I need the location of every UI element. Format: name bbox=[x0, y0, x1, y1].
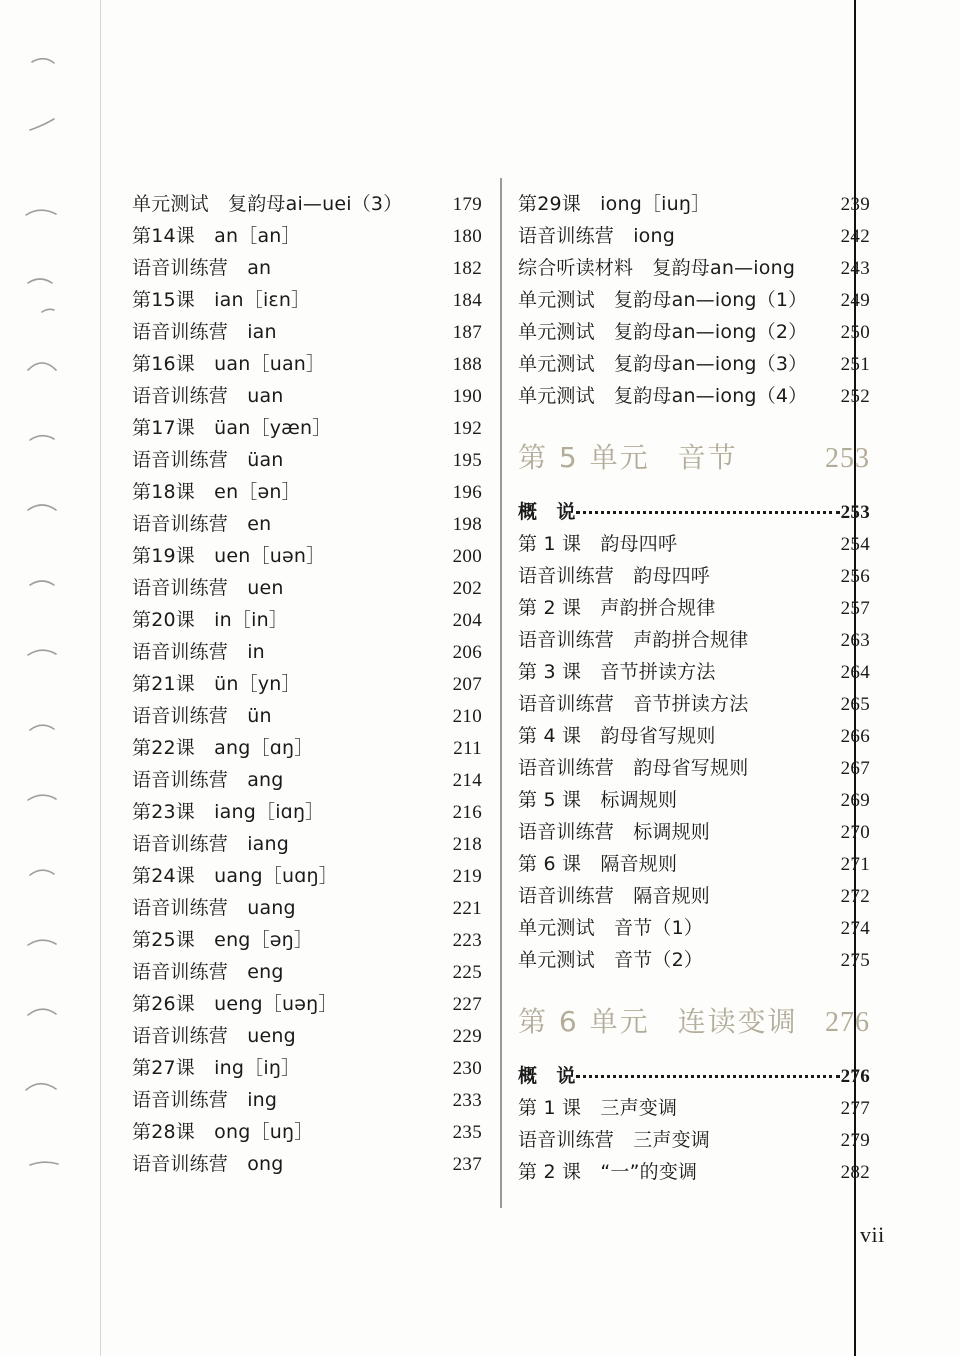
toc-entry-page: 270 bbox=[840, 822, 870, 843]
toc-entry-page: 263 bbox=[840, 630, 870, 651]
toc-entry-page: 196 bbox=[452, 482, 482, 503]
toc-entry-title: 第 1 课 三声变调 bbox=[518, 1097, 678, 1119]
toc-entry[interactable] bbox=[132, 828, 482, 860]
toc-entry[interactable] bbox=[518, 592, 870, 624]
toc-entry[interactable] bbox=[518, 560, 870, 592]
unit-top-spacer bbox=[518, 976, 870, 994]
toc-entry-title: 语音训练营 标调规则 bbox=[518, 821, 711, 843]
toc-entry-title: 语音训练营 ing bbox=[132, 1089, 278, 1111]
toc-entry[interactable] bbox=[518, 188, 870, 220]
toc-entry-page: 214 bbox=[452, 770, 482, 791]
toc-entry-title: 第23课 iang［iɑŋ］ bbox=[132, 801, 325, 823]
toc-entry-title: 单元测试 音节（2） bbox=[518, 949, 704, 971]
toc-entry[interactable] bbox=[518, 1092, 870, 1124]
toc-entry-title: 概 说 bbox=[518, 1065, 576, 1087]
toc-entry-page: 210 bbox=[452, 706, 482, 727]
toc-entry-page: 237 bbox=[452, 1154, 482, 1175]
toc-entry-page: 257 bbox=[840, 598, 870, 619]
toc-entry[interactable] bbox=[132, 316, 482, 348]
toc-entry-page: 269 bbox=[840, 790, 870, 811]
toc-entry[interactable] bbox=[132, 572, 482, 604]
toc-entry-title: 语音训练营 隔音规则 bbox=[518, 885, 711, 907]
toc-entry-title: 语音训练营 eng bbox=[132, 961, 284, 983]
toc-entry-title: 第16课 uan［uan］ bbox=[132, 353, 326, 375]
toc-entry-title: 单元测试 复韵母an—iong（1） bbox=[518, 289, 808, 311]
unit-heading-name: 第 5 单元 bbox=[518, 441, 650, 474]
scan-artifact-marks bbox=[14, 40, 100, 1220]
toc-entry[interactable] bbox=[518, 784, 870, 816]
toc-entry[interactable] bbox=[132, 1084, 482, 1116]
toc-entry-page: 184 bbox=[452, 290, 482, 311]
toc-entry[interactable] bbox=[132, 668, 482, 700]
toc-entry-page: 225 bbox=[452, 962, 482, 983]
column-divider-rule bbox=[500, 178, 502, 1208]
toc-entry-page: 249 bbox=[840, 290, 870, 311]
toc-entry-page: 253 bbox=[840, 502, 870, 523]
toc-entry-page: 267 bbox=[840, 758, 870, 779]
toc-entry[interactable] bbox=[132, 1116, 482, 1148]
toc-entry-title: 单元测试 复韵母an—iong（3） bbox=[518, 353, 808, 375]
toc-entry-page: 219 bbox=[452, 866, 482, 887]
toc-entry-page: 275 bbox=[840, 950, 870, 971]
toc-entry-page: 187 bbox=[452, 322, 482, 343]
toc-entry[interactable] bbox=[132, 444, 482, 476]
toc-entry[interactable] bbox=[518, 752, 870, 784]
toc-entry[interactable] bbox=[132, 636, 482, 668]
toc-entry-page: 204 bbox=[452, 610, 482, 631]
toc-entry[interactable] bbox=[132, 1052, 482, 1084]
toc-entry[interactable] bbox=[132, 540, 482, 572]
toc-entry[interactable] bbox=[518, 848, 870, 880]
toc-entry-title: 语音训练营 en bbox=[132, 513, 272, 535]
toc-entry-page: 229 bbox=[452, 1026, 482, 1047]
toc-entry-page: 282 bbox=[840, 1162, 870, 1183]
toc-entry-page: 180 bbox=[452, 226, 482, 247]
unit-heading[interactable] bbox=[518, 994, 870, 1050]
toc-entry[interactable] bbox=[132, 508, 482, 540]
toc-entry-title: 第27课 ing［iŋ］ bbox=[132, 1057, 301, 1079]
toc-entry[interactable] bbox=[132, 1148, 482, 1180]
toc-entry-page: 279 bbox=[840, 1130, 870, 1151]
toc-entry-title: 第 2 课 声韵拼合规律 bbox=[518, 597, 716, 619]
toc-entry-title: 语音训练营 iong bbox=[518, 225, 676, 247]
toc-entry-page: 218 bbox=[452, 834, 482, 855]
toc-entry-title: 单元测试 复韵母an—iong（2） bbox=[518, 321, 808, 343]
toc-entry[interactable] bbox=[518, 1156, 870, 1188]
toc-entry[interactable] bbox=[132, 892, 482, 924]
toc-entry-title: 语音训练营 ün bbox=[132, 705, 272, 727]
toc-entry[interactable] bbox=[132, 860, 482, 892]
toc-entry[interactable] bbox=[132, 380, 482, 412]
toc-entry-page: 216 bbox=[452, 802, 482, 823]
toc-entry[interactable] bbox=[132, 700, 482, 732]
toc-entry-page: 271 bbox=[840, 854, 870, 875]
toc-entry[interactable] bbox=[518, 1060, 870, 1092]
toc-entry-title: 语音训练营 in bbox=[132, 641, 265, 663]
toc-entry-page: 277 bbox=[840, 1098, 870, 1119]
toc-entry-page: 221 bbox=[452, 898, 482, 919]
toc-entry[interactable] bbox=[518, 528, 870, 560]
toc-entry[interactable] bbox=[132, 1020, 482, 1052]
toc-entry-title: 单元测试 复韵母an—iong（4） bbox=[518, 385, 808, 407]
toc-entry-page: 211 bbox=[453, 738, 482, 759]
toc-entry-page: 192 bbox=[452, 418, 482, 439]
toc-entry[interactable] bbox=[518, 912, 870, 944]
toc-entry[interactable] bbox=[518, 656, 870, 688]
toc-entry[interactable] bbox=[132, 988, 482, 1020]
toc-entry-title: 第29课 iong［iuŋ］ bbox=[518, 193, 711, 215]
toc-entry-page: 243 bbox=[840, 258, 870, 279]
toc-entry-title: 单元测试 音节（1） bbox=[518, 917, 704, 939]
toc-entry-title: 第28课 ong［uŋ］ bbox=[132, 1121, 314, 1143]
toc-entry[interactable] bbox=[132, 604, 482, 636]
toc-entry-page: 190 bbox=[452, 386, 482, 407]
toc-entry-page: 188 bbox=[452, 354, 482, 375]
toc-entry[interactable] bbox=[132, 348, 482, 380]
unit-bottom-spacer bbox=[518, 486, 870, 496]
toc-entry[interactable] bbox=[518, 348, 870, 380]
toc-entry-title: 第 2 课 “一”的变调 bbox=[518, 1161, 698, 1183]
toc-entry-title: 语音训练营 ian bbox=[132, 321, 277, 343]
toc-entry-page: 239 bbox=[840, 194, 870, 215]
toc-entry-title: 第21课 ün［yn］ bbox=[132, 673, 301, 695]
page-folio: vii bbox=[860, 1222, 885, 1247]
toc-entry-page: 200 bbox=[452, 546, 482, 567]
toc-entry-page: 227 bbox=[452, 994, 482, 1015]
toc-entry[interactable] bbox=[518, 816, 870, 848]
left-margin-rule bbox=[100, 0, 101, 1356]
toc-entry[interactable] bbox=[132, 476, 482, 508]
toc-entry-page: 264 bbox=[840, 662, 870, 683]
toc-left-column bbox=[132, 188, 482, 1180]
unit-heading-name: 第 6 单元 bbox=[518, 1005, 650, 1038]
toc-entry[interactable] bbox=[518, 1124, 870, 1156]
toc-entry-page: 230 bbox=[452, 1058, 482, 1079]
unit-heading-subtitle: 音节 bbox=[677, 441, 738, 474]
toc-entry-page: 274 bbox=[840, 918, 870, 939]
toc-entry-title: 第22课 ang［ɑŋ］ bbox=[132, 737, 314, 759]
toc-entry-title: 第 1 课 韵母四呼 bbox=[518, 533, 678, 555]
toc-entry[interactable] bbox=[518, 688, 870, 720]
toc-entry-title: 语音训练营 音节拼读方法 bbox=[518, 693, 749, 715]
toc-entry-title: 语音训练营 ong bbox=[132, 1153, 284, 1175]
toc-entry-page: 182 bbox=[452, 258, 482, 279]
toc-entry[interactable] bbox=[132, 412, 482, 444]
unit-heading-subtitle: 连读变调 bbox=[677, 1005, 798, 1038]
toc-entry-page: 250 bbox=[840, 322, 870, 343]
toc-entry-page: 272 bbox=[840, 886, 870, 907]
toc-entry[interactable] bbox=[518, 624, 870, 656]
toc-entry-page: 223 bbox=[452, 930, 482, 951]
toc-entry-title: 语音训练营 üan bbox=[132, 449, 284, 471]
toc-entry-page: 276 bbox=[840, 1066, 870, 1087]
toc-entry-page: 179 bbox=[452, 194, 482, 215]
toc-entry-title: 语音训练营 uan bbox=[132, 385, 284, 407]
toc-entry-title: 语音训练营 uang bbox=[132, 897, 296, 919]
toc-entry-title: 语音训练营 iang bbox=[132, 833, 290, 855]
toc-entry-title: 第15课 ian［iɛn］ bbox=[132, 289, 311, 311]
toc-entry-page: 265 bbox=[840, 694, 870, 715]
toc-entry[interactable] bbox=[518, 496, 870, 528]
toc-entry-page: 252 bbox=[840, 386, 870, 407]
toc-entry-page: 206 bbox=[452, 642, 482, 663]
toc-right-column bbox=[518, 188, 870, 1188]
toc-entry[interactable] bbox=[518, 220, 870, 252]
unit-bottom-spacer bbox=[518, 1050, 870, 1060]
toc-entry-page: 242 bbox=[840, 226, 870, 247]
toc-entry-title: 第14课 an［an］ bbox=[132, 225, 301, 247]
toc-entry-title: 第18课 en［ən］ bbox=[132, 481, 301, 503]
toc-leader bbox=[576, 1075, 840, 1078]
toc-entry-title: 语音训练营 an bbox=[132, 257, 272, 279]
toc-entry[interactable] bbox=[518, 316, 870, 348]
toc-entry[interactable] bbox=[518, 880, 870, 912]
toc-entry[interactable] bbox=[132, 956, 482, 988]
toc-entry-title: 第 4 课 韵母省写规则 bbox=[518, 725, 716, 747]
toc-entry-page: 256 bbox=[840, 566, 870, 587]
toc-entry-title: 语音训练营 ang bbox=[132, 769, 284, 791]
toc-entry-title: 语音训练营 uen bbox=[132, 577, 284, 599]
toc-entry[interactable] bbox=[518, 944, 870, 976]
unit-heading-page: 253 bbox=[825, 443, 870, 474]
toc-entry-title: 语音训练营 三声变调 bbox=[518, 1129, 711, 1151]
toc-entry[interactable] bbox=[132, 188, 482, 220]
toc-entry-title: 第19课 uen［uən］ bbox=[132, 545, 326, 567]
toc-entry-title: 综合听读材料 复韵母an—iong bbox=[518, 257, 796, 279]
toc-entry[interactable] bbox=[518, 252, 870, 284]
toc-entry[interactable] bbox=[132, 764, 482, 796]
toc-entry-page: 233 bbox=[452, 1090, 482, 1111]
toc-entry-title: 第17课 üan［yæn］ bbox=[132, 417, 332, 439]
toc-entry[interactable] bbox=[518, 720, 870, 752]
unit-top-spacer bbox=[518, 412, 870, 430]
toc-entry-title: 第24课 uang［uɑŋ］ bbox=[132, 865, 338, 887]
toc-entry-page: 195 bbox=[452, 450, 482, 471]
toc-entry[interactable] bbox=[518, 380, 870, 412]
toc-entry-title: 概 说 bbox=[518, 501, 576, 523]
toc-entry-title: 第20课 in［in］ bbox=[132, 609, 289, 631]
toc-entry[interactable] bbox=[132, 252, 482, 284]
toc-leader bbox=[576, 511, 840, 514]
toc-entry-title: 语音训练营 ueng bbox=[132, 1025, 296, 1047]
toc-entry-title: 语音训练营 韵母四呼 bbox=[518, 565, 711, 587]
toc-entry-title: 第 5 课 标调规则 bbox=[518, 789, 678, 811]
toc-entry[interactable] bbox=[132, 796, 482, 828]
toc-entry-title: 第25课 eng［əŋ］ bbox=[132, 929, 314, 951]
toc-entry-title: 语音训练营 韵母省写规则 bbox=[518, 757, 749, 779]
toc-entry[interactable] bbox=[132, 924, 482, 956]
toc-entry-page: 235 bbox=[452, 1122, 482, 1143]
toc-entry[interactable] bbox=[132, 220, 482, 252]
toc-entry-page: 254 bbox=[840, 534, 870, 555]
toc-entry[interactable] bbox=[132, 732, 482, 764]
toc-entry-page: 198 bbox=[452, 514, 482, 535]
toc-entry-title: 单元测试 复韵母ai—uei（3） bbox=[132, 193, 403, 215]
toc-entry[interactable] bbox=[132, 284, 482, 316]
toc-entry-title: 第 6 课 隔音规则 bbox=[518, 853, 678, 875]
toc-entry-page: 266 bbox=[840, 726, 870, 747]
toc-entry[interactable] bbox=[518, 284, 870, 316]
toc-entry-title: 第 3 课 音节拼读方法 bbox=[518, 661, 716, 683]
unit-heading-page: 276 bbox=[825, 1007, 870, 1038]
toc-entry-title: 语音训练营 声韵拼合规律 bbox=[518, 629, 749, 651]
toc-entry-page: 202 bbox=[452, 578, 482, 599]
toc-entry-page: 251 bbox=[840, 354, 870, 375]
unit-heading[interactable] bbox=[518, 430, 870, 486]
toc-entry-page: 207 bbox=[452, 674, 482, 695]
toc-entry-title: 第26课 ueng［uəŋ］ bbox=[132, 993, 338, 1015]
